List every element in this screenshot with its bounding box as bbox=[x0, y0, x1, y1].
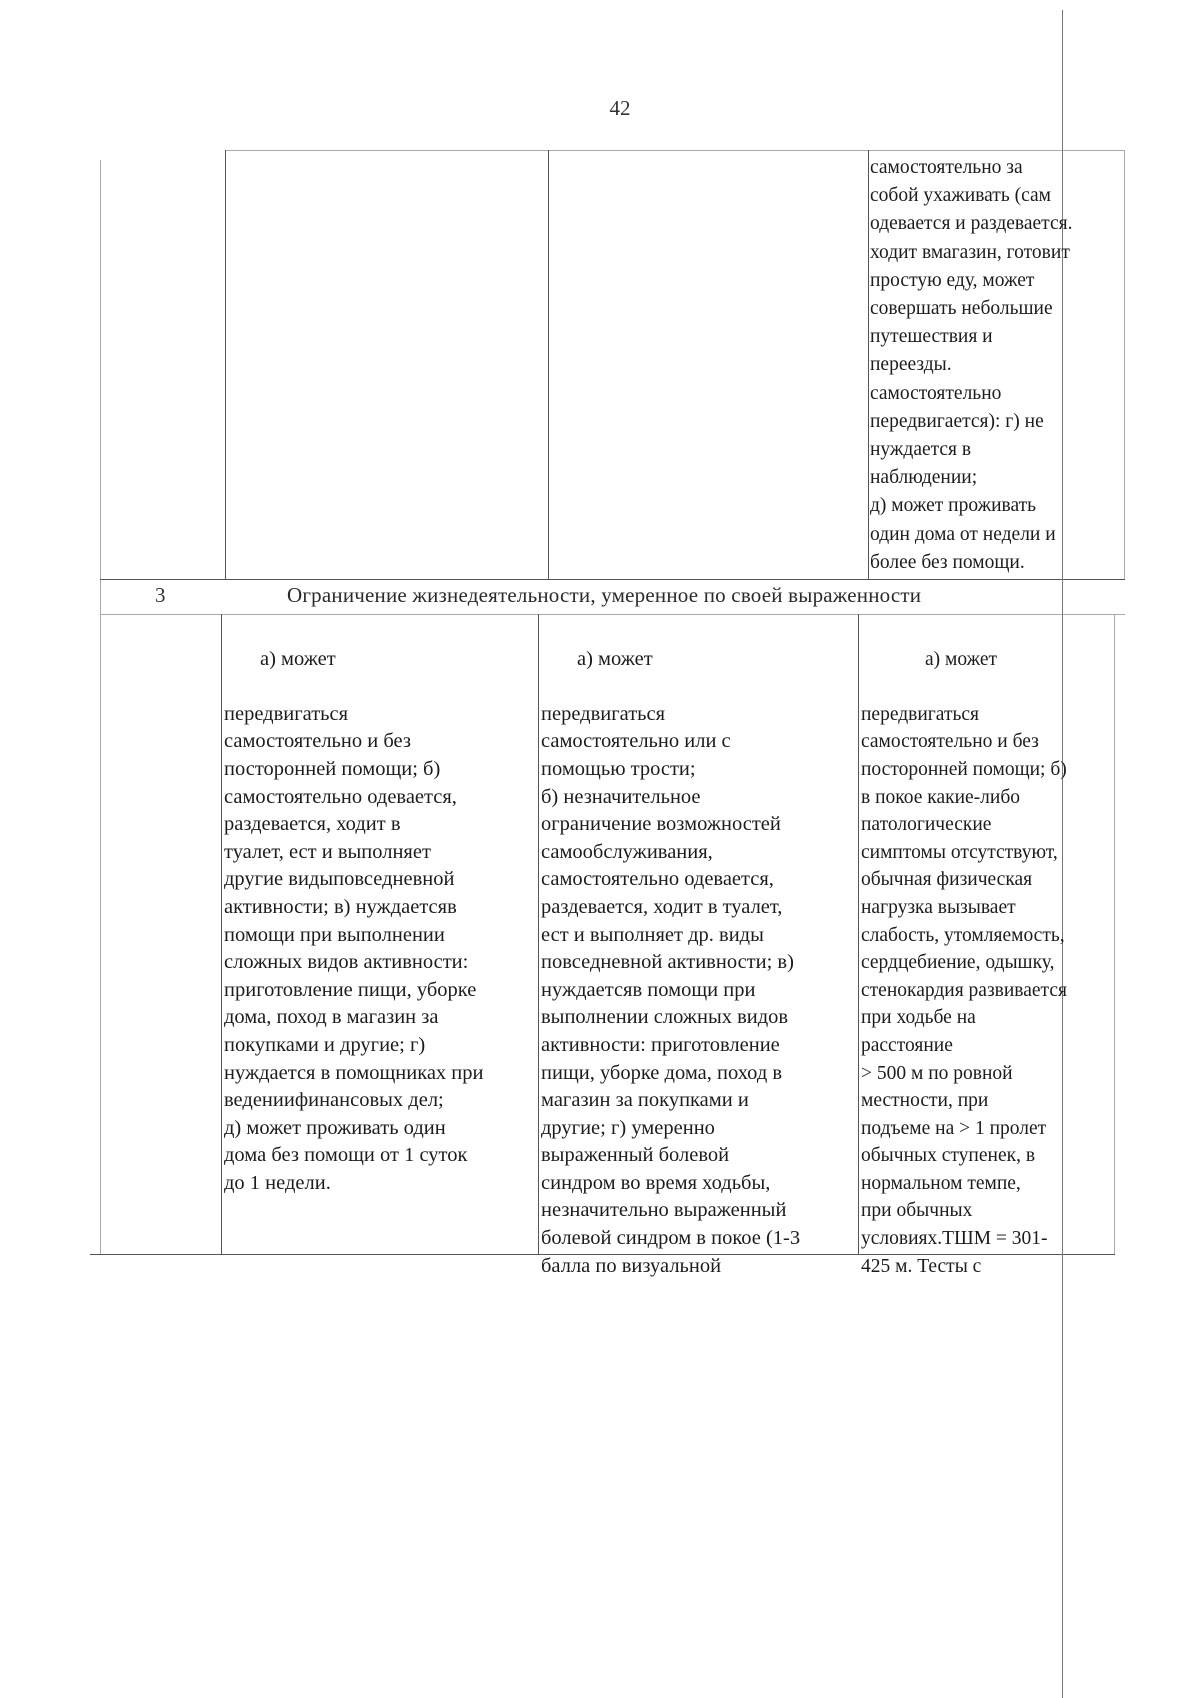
bottom-row-col4-cell bbox=[861, 618, 1113, 1280]
section-row-top-border bbox=[100, 579, 1125, 580]
col4-text: передвигаться самостоятельно и без посторонней помощи; б) в покое какие-либо патологические симптомы отсутствуют, обычная физическая нагрузка вызывает слабость, утомляемость, сердцебиение, одышку, стенокардия развивается при ходьбе на расстояние > 500 м по ровной местности, при подъеме на > 1 пролет обычных ступенек, в нормальном темпе, при обычных условиях.ТШМ = 301- 425 м. Тесты с bbox=[861, 703, 1067, 1277]
column-divider-right bbox=[868, 150, 869, 580]
column-divider-right-lower bbox=[858, 614, 859, 1254]
page-number: 42 bbox=[609, 96, 631, 120]
section-number: 3 bbox=[155, 583, 166, 607]
column-divider-left bbox=[225, 150, 226, 580]
col3-text: передвигаться самостоятельно или с помощью трости; б) незначительное ограничение возможностей самообслуживания, самостоятельно одевается, раздевается, ходит в туалет, ест и выполняет др. виды повседневной активности; в) нуждаетсяв помощи при выполнении сложных видов активности: приготовление пищи, уборке дома, поход в магазин за покупками и другие; г) умеренно выраженный болевой синдром во время ходьбы, незначительно выраженный болевой синдром в покое (1-3 балла по визуальной bbox=[541, 702, 801, 1277]
col3-first-line: а) может bbox=[577, 647, 653, 670]
column-divider-middle-lower bbox=[538, 614, 539, 1254]
left-margin-line bbox=[100, 160, 101, 1255]
top-row-col4-text: самостоятельно за собой ухаживать (сам одевается и раздевается. ходит вмагазин, готовит простую еду, может совершать небольшие путешествия и переезды. самостоятельно передвигается): г) не нуждается в наблюдении; д) может проживать один дома от недели и более без помощи. bbox=[870, 157, 1073, 573]
col2-first-line: а) может bbox=[260, 647, 336, 670]
table-right-border-top bbox=[1124, 150, 1125, 580]
section-row-bottom-border bbox=[100, 614, 1125, 615]
section-title: Ограничение жизнедеятельности, умеренное по своей выраженности bbox=[287, 583, 922, 607]
col4-first-line: а) может bbox=[925, 648, 998, 670]
table-right-border-lower bbox=[1114, 614, 1115, 1254]
column-divider-left-lower bbox=[221, 614, 222, 1254]
column-divider-middle bbox=[548, 150, 549, 580]
bottom-row-col3-cell bbox=[541, 618, 857, 1280]
col2-text: передвигаться самостоятельно и без посторонней помощи; б) самостоятельно одевается, раздевается, ходит в туалет, ест и выполняет другие видыповседневной активности; в) нуждаетсяв помощи при выполнении сложных видов активности: приготовление пищи, уборке дома, поход в магазин за покупками и другие; г) нуждается в помощниках при ведениифинансовых дел; д) может проживать один дома без помощи от 1 суток до 1 недели. bbox=[224, 702, 484, 1194]
bottom-row-col2-cell bbox=[224, 618, 536, 1197]
table-top-border bbox=[225, 150, 1125, 151]
